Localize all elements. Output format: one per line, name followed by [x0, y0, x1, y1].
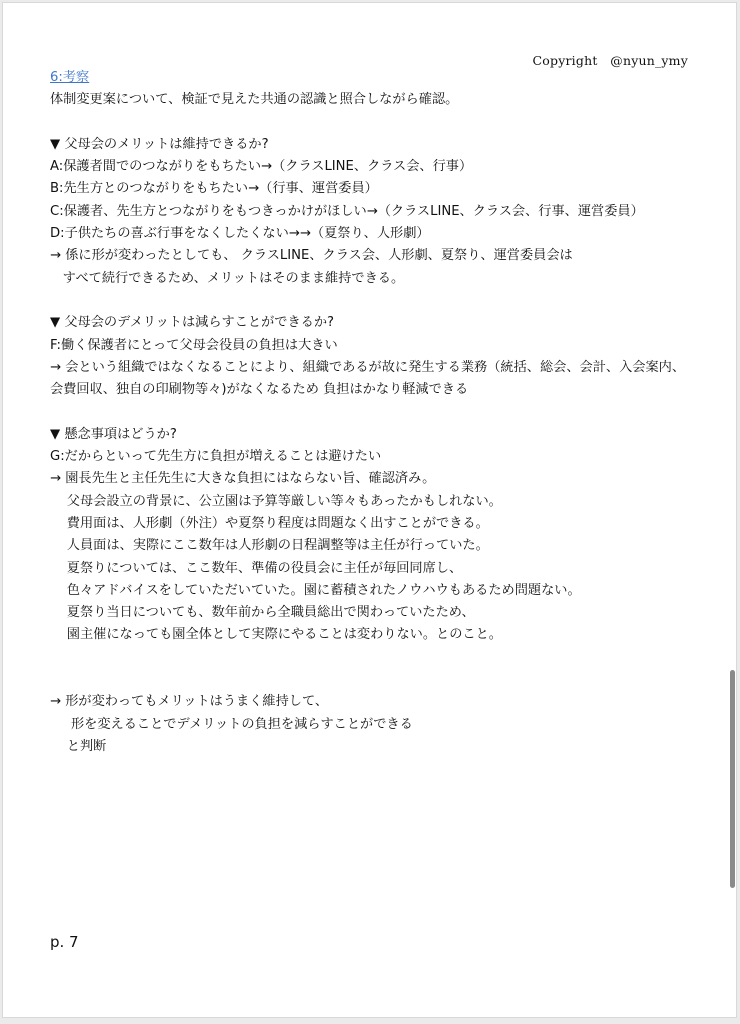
- document-page: [2, 2, 737, 1018]
- text-line: → 係に形が変わったとしても、 クラスLINE、クラス会、人形劇、夏祭り、運営委員会は: [50, 248, 573, 264]
- section-body: [50, 67, 710, 758]
- section-title-line: [50, 67, 710, 89]
- text-line: [50, 401, 710, 423]
- page-number: p. 7: [50, 933, 79, 951]
- text-line: [50, 112, 710, 134]
- text-line: 体制変更案について、検証で見えた共通の認識と照合しながら確認。: [50, 92, 459, 108]
- text-line: 夏祭り当日についても、数年前から全職員総出で関わっていたため、: [50, 605, 475, 621]
- text-line: G:だからといって先生方に負担が増えることは避けたい: [50, 449, 382, 465]
- text-line: 園主催になっても園全体として実際にやることは変わりない。とのこと。: [50, 627, 502, 643]
- text-line: [50, 669, 710, 691]
- conclusion-line: と判断: [50, 738, 107, 754]
- section-title-link[interactable]: 6:考察: [50, 70, 90, 85]
- copyright-header: Copyright @nyun_ymy: [532, 53, 688, 68]
- text-line: C:保護者、先生方とつながりをもつきっかけがほしい→（クラスLINE、クラス会、行事、運営委員）: [50, 203, 644, 219]
- conclusion-line: 形を変えることでデメリットの負担を減らすことができる: [50, 716, 413, 732]
- text-line: 会費回収、独自の印刷物等々)がなくなるため 負担はかなり軽減できる: [50, 382, 469, 398]
- heading-demerits: ▼ 父母会のデメリットは減らすことができるか?: [50, 315, 335, 331]
- heading-concerns: ▼ 懸念事項はどうか?: [50, 426, 177, 442]
- text-line: A:保護者間でのつながりをもちたい→（クラスLINE、クラス会、行事）: [50, 159, 473, 175]
- conclusion-line: → 形が変わってもメリットはうまく維持して、: [50, 694, 329, 710]
- text-line: B:先生方とのつながりをもちたい→（行事、運営委員）: [50, 181, 378, 197]
- heading-merits: ▼ 父母会のメリットは維持できるか?: [50, 136, 269, 152]
- text-line: D:子供たちの喜ぶ行事をなくしたくない→→（夏祭り、人形劇）: [50, 226, 430, 242]
- text-line: [50, 290, 710, 312]
- text-line: 色々アドバイスをしていただいていた。園に蓄積されたノウハウもあるため問題ない。: [50, 582, 581, 598]
- text-line: 父母会設立の背景に、公立園は予算等厳しい等々もあったかもしれない。: [50, 493, 502, 509]
- text-line: → 園長先生と主任先生に大きな負担にはならない旨、確認済み。: [50, 471, 436, 487]
- text-line: 人員面は、実際にここ数年は人形劇の日程調整等は主任が行っていた。: [50, 538, 489, 554]
- text-line: → 会という組織ではなくなることにより、組織であるが故に発生する業務（統括、総会、会計、入会案内、: [50, 359, 686, 375]
- vertical-scrollbar[interactable]: [730, 670, 735, 888]
- text-line: 費用面は、人形劇（外注）や夏祭り程度は問題なく出すことができる。: [50, 515, 489, 531]
- text-line: すべて続行できるため、メリットはそのまま維持できる。: [50, 270, 405, 286]
- text-line: [50, 647, 710, 669]
- text-line: 夏祭りについては、ここ数年、準備の役員会に主任が毎回同席し、: [50, 560, 463, 576]
- text-line: F:働く保護者にとって父母会役員の負担は大きい: [50, 337, 338, 353]
